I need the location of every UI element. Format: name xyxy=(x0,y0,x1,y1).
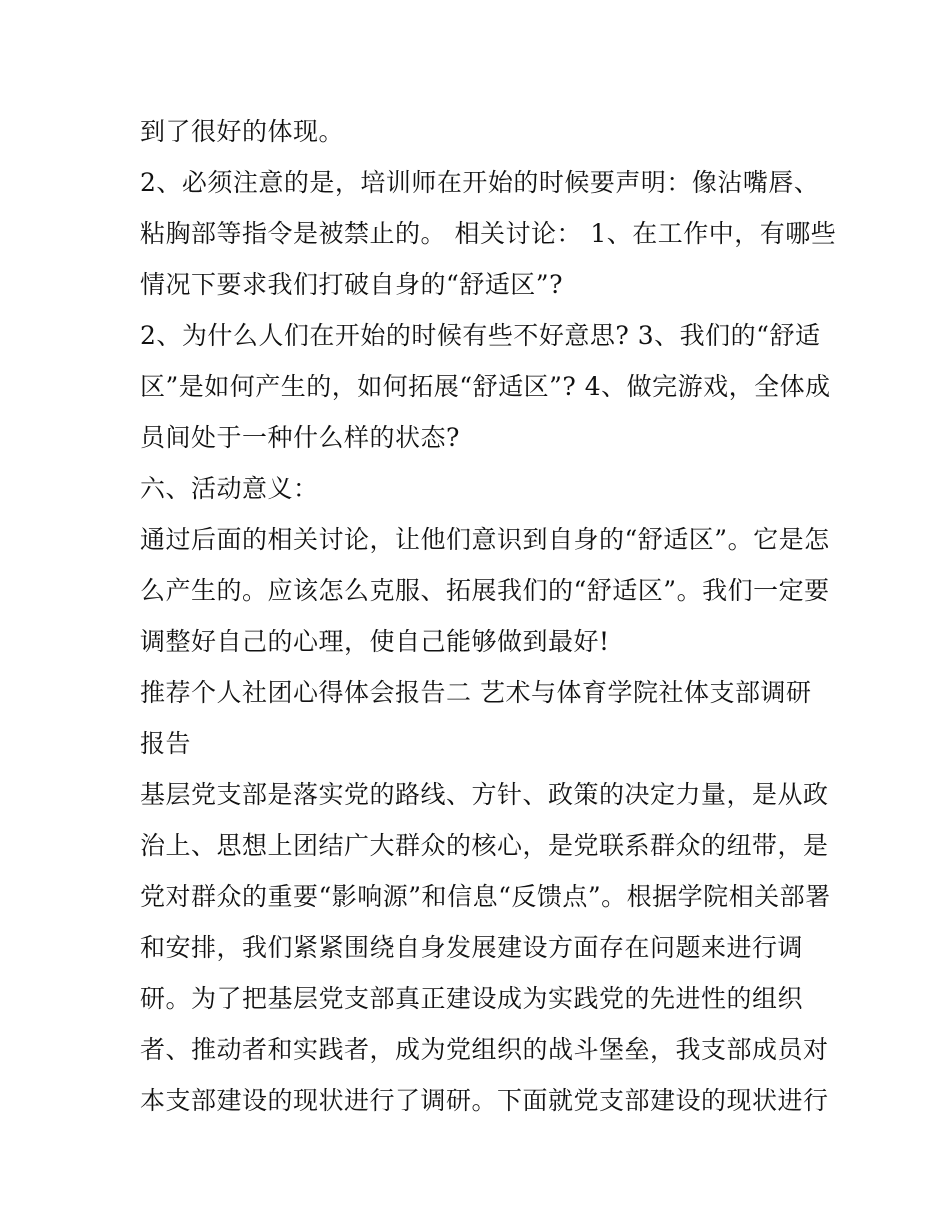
text-line: 员间处于一种什么样的状态? xyxy=(140,423,460,452)
report-title-line: 推荐个人社团心得体会报告二 艺术与体育学院社体支部调研 xyxy=(140,678,812,707)
text-line: 到了很好的体现。 xyxy=(140,117,345,146)
text-line: 和安排，我们紧紧围绕自身发展建设方面存在问题来进行调 xyxy=(140,933,804,962)
text-line: 调整好自己的心理，使自己能够做到最好! xyxy=(140,627,610,656)
text-line: 情况下要求我们打破自身的“舒适区”? xyxy=(140,270,563,299)
text-line: 2、必须注意的是，培训师在开始的时候要声明：像沾嘴唇、 xyxy=(140,168,820,197)
text-line: 基层党支部是落实党的路线、方针、政策的决定力量，是从政 xyxy=(140,780,829,809)
section-heading: 六、活动意义： xyxy=(140,474,319,503)
document-body xyxy=(140,106,837,1126)
text-line: 党对群众的重要“影响源”和信息“反馈点”。根据学院相关部署 xyxy=(140,882,831,911)
text-line: 本支部建设的现状进行了调研。下面就党支部建设的现状进行 xyxy=(140,1086,829,1115)
text-line: 通过后面的相关讨论，让他们意识到自身的“舒适区”。它是怎 xyxy=(140,525,830,554)
report-title-line: 报告 xyxy=(140,729,192,758)
text-line: 么产生的。应该怎么克服、拓展我们的“舒适区”。我们一定要 xyxy=(140,576,830,605)
text-line: 治上、思想上团结广大群众的核心，是党联系群众的纽带，是 xyxy=(140,831,829,860)
text-line: 研。为了把基层党支部真正建设成为实践党的先进性的组织 xyxy=(140,984,804,1013)
text-line: 者、推动者和实践者，成为党组织的战斗堡垒，我支部成员对 xyxy=(140,1035,829,1064)
text-line: 2、为什么人们在开始的时候有些不好意思? 3、我们的“舒适 xyxy=(140,321,821,350)
text-line: 粘胸部等指令是被禁止的。 相关讨论： 1、在工作中，有哪些 xyxy=(140,219,837,248)
text-line: 区”是如何产生的，如何拓展“舒适区”? 4、做完游戏，全体成 xyxy=(140,372,831,401)
